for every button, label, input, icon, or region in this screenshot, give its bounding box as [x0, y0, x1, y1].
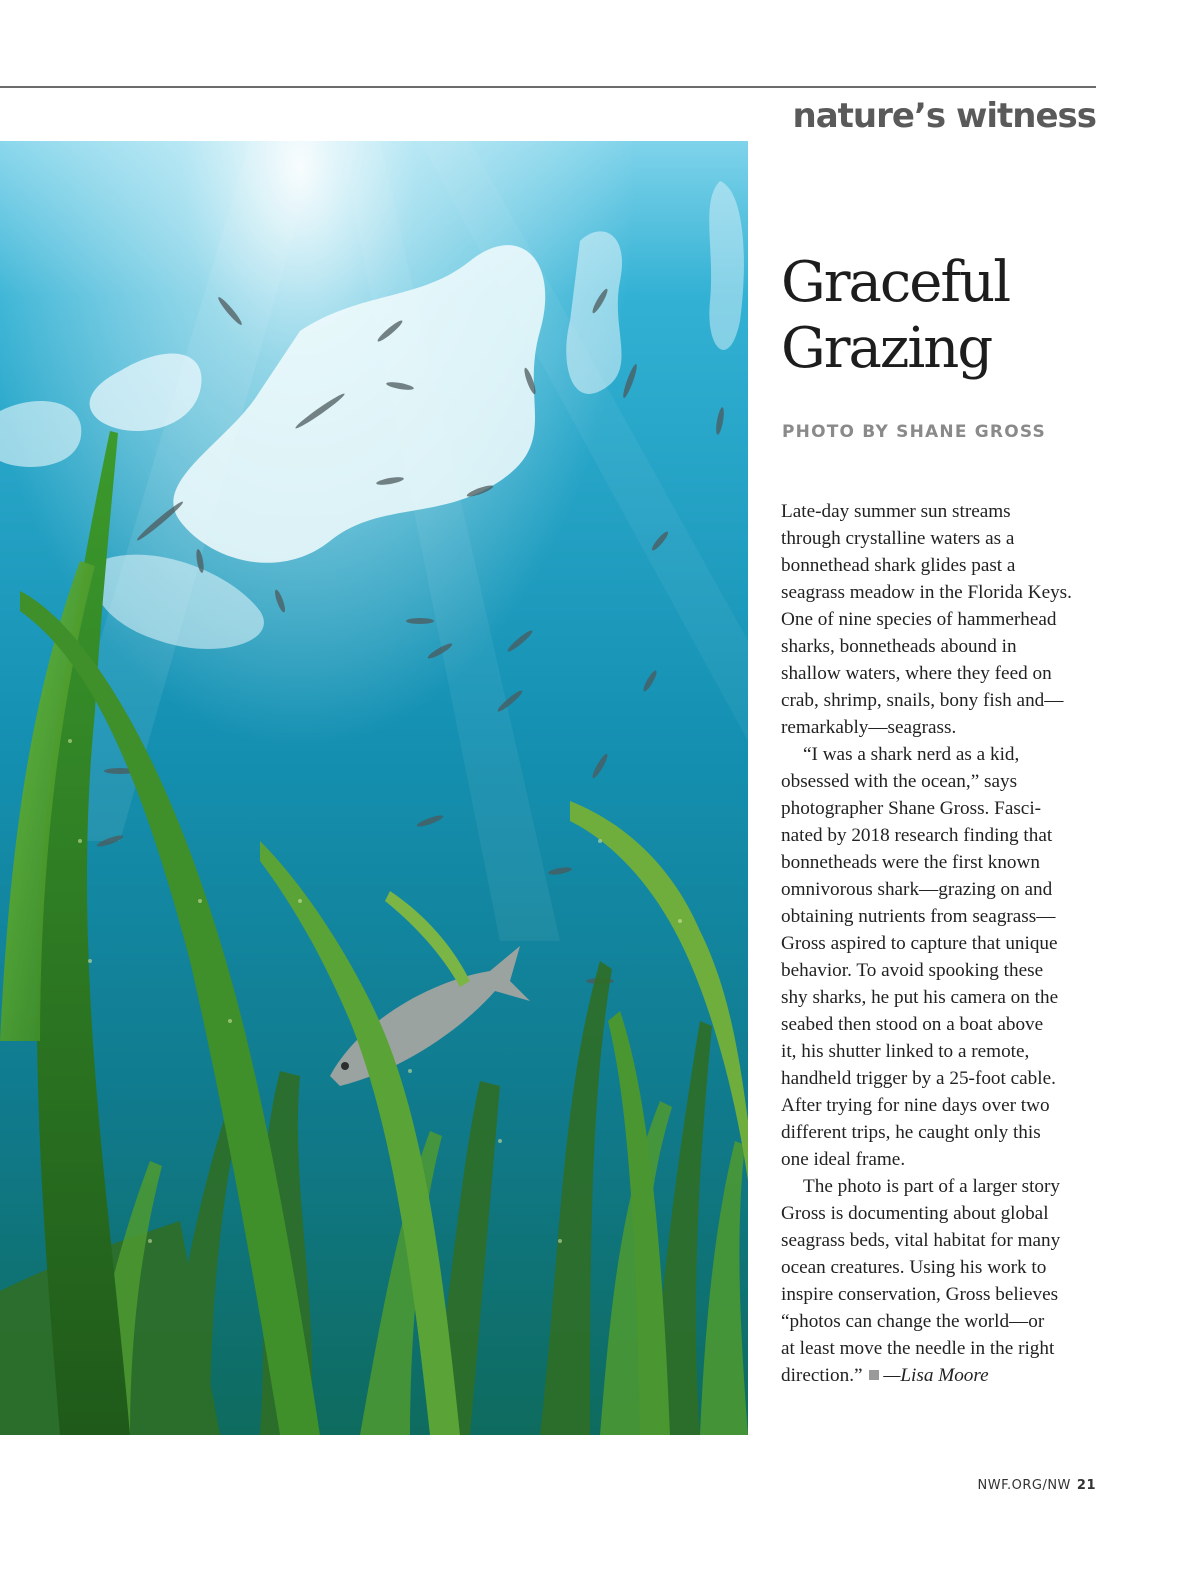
body-line: shy sharks, he put his camera on the — [781, 987, 1059, 1008]
article-body — [781, 498, 1111, 1389]
paragraph-2 — [781, 741, 1111, 1173]
body-line: omnivorous shark—grazing on and — [781, 879, 1053, 900]
body-line: nated by 2018 research finding that — [781, 825, 1053, 846]
body-line: behavior. To avoid spooking these — [781, 960, 1044, 981]
footer-site: NWF.ORG/NW — [977, 1478, 1071, 1493]
seagrass-shark-photo-illustration — [0, 141, 748, 1435]
article-headline — [781, 250, 1101, 382]
photo-credit: PHOTO BY SHANE GROSS — [782, 422, 1046, 442]
top-rule — [0, 86, 1096, 88]
body-line: obtaining nutrients from seagrass— — [781, 906, 1056, 927]
body-line: obsessed with the ocean,” says — [781, 771, 1018, 792]
body-line: ocean creatures. Using his work to — [781, 1257, 1047, 1278]
page-number: 21 — [1076, 1478, 1096, 1493]
body-line: inspire conservation, Gross believes — [781, 1284, 1059, 1305]
body-line: photographer Shane Gross. Fasci- — [781, 798, 1042, 819]
body-line: remarkably—seagrass. — [781, 717, 957, 738]
body-line: bonnethead shark glides past a — [781, 555, 1016, 576]
author-byline: —Lisa Moore — [883, 1365, 989, 1386]
end-mark-icon — [869, 1370, 879, 1380]
paragraph-3 — [781, 1173, 1111, 1389]
body-line: shallow waters, where they feed on — [781, 663, 1052, 684]
page-footer — [978, 1478, 1097, 1493]
last-line-text: direction.” — [781, 1365, 863, 1386]
body-line: seagrass meadow in the Florida Keys. — [781, 582, 1072, 603]
body-line: seabed then stood on a boat above — [781, 1014, 1044, 1035]
body-line-last — [781, 1362, 1111, 1389]
body-line: crab, shrimp, snails, bony fish and— — [781, 690, 1064, 711]
body-line: bonnetheads were the first known — [781, 852, 1040, 873]
body-line: Late-day summer sun streams — [781, 501, 1011, 522]
body-line: Gross aspired to capture that unique — [781, 933, 1058, 954]
paragraph-1 — [781, 498, 1111, 741]
body-line: different trips, he caught only this — [781, 1122, 1041, 1143]
body-line: at least move the needle in the right — [781, 1338, 1055, 1359]
body-line: seagrass beds, vital habitat for many — [781, 1230, 1061, 1251]
body-line: “I was a shark nerd as a kid, — [803, 744, 1020, 765]
headline-line-2: Grazing — [781, 316, 992, 381]
body-line: it, his shutter linked to a remote, — [781, 1041, 1030, 1062]
body-line: sharks, bonnetheads abound in — [781, 636, 1017, 657]
headline-line-1: Graceful — [781, 250, 1010, 315]
body-line: After trying for nine days over two — [781, 1095, 1050, 1116]
body-line: The photo is part of a larger story — [803, 1176, 1061, 1197]
underwater-seagrass-photo — [0, 141, 748, 1435]
body-line: Gross is documenting about global — [781, 1203, 1049, 1224]
section-label: nature’s witness — [792, 96, 1096, 136]
body-line: handheld trigger by a 25-foot cable. — [781, 1068, 1056, 1089]
body-line: One of nine species of hammerhead — [781, 609, 1057, 630]
body-line: through crystalline waters as a — [781, 528, 1015, 549]
body-line: “photos can change the world—or — [781, 1311, 1045, 1332]
body-line: one ideal frame. — [781, 1149, 906, 1170]
